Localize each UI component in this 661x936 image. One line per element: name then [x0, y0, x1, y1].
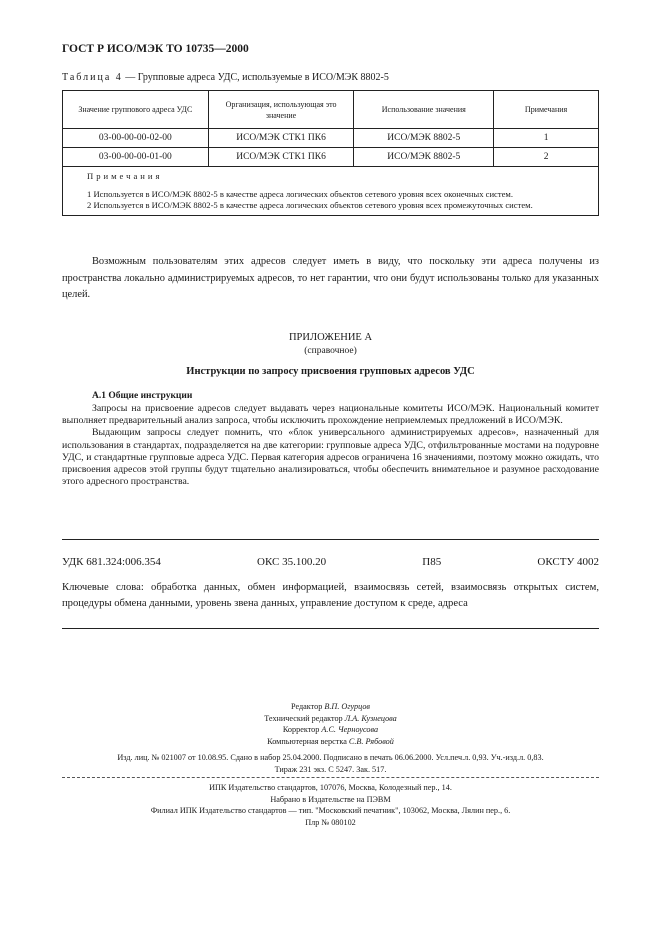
- table-cell: ИСО/МЭК 8802-5: [354, 129, 494, 148]
- publisher: ИПК Издательство стандартов, 107076, Москва, Колодезный пер., 14.: [209, 783, 452, 792]
- table-notes-row: [63, 167, 599, 216]
- credit-name: А.С. Черноусова: [321, 725, 379, 734]
- table-notes: [63, 167, 599, 216]
- table-caption-label: Таблица 4: [62, 72, 123, 83]
- appendix-paragraph: Запросы на присвоение адресов следует выдавать через национальные комитеты ИСО/МЭК. Национальный комитет выполняет предварительный анализ запроса, чтобы исключить прохождение неприемлемых предложений в ИСО/МЭК.: [62, 403, 599, 427]
- table-row: [63, 148, 599, 167]
- table-cell: 1: [494, 129, 599, 148]
- credits: [62, 701, 599, 747]
- dashed-divider: [62, 777, 599, 778]
- table-row: [63, 129, 599, 148]
- credit-label: Технический редактор: [264, 713, 345, 723]
- table-cell: ИСО/МЭК СТК1 ПК6: [208, 148, 354, 167]
- table-cell: ИСО/МЭК СТК1 ПК6: [208, 129, 354, 148]
- udk-code: УДК 681.324:006.354: [62, 556, 161, 568]
- column-header: Организация, использующая это значение: [208, 91, 354, 129]
- publisher-info: [62, 782, 599, 828]
- credit-layout: [62, 736, 599, 748]
- category-code: П85: [422, 556, 442, 568]
- okstu-code: ОКСТУ 4002: [537, 556, 599, 568]
- credit-corrector: [62, 724, 599, 736]
- table-cell: 03-00-00-00-02-00: [63, 129, 209, 148]
- appendix-heading: Инструкции по запросу присвоения групповых адресов УДС: [186, 366, 475, 377]
- note-item: 2 Используется в ИСО/МЭК 8802-5 в качестве адреса логических объектов сетевого уровня всех промежуточных систем.: [87, 200, 533, 210]
- credit-name: С.В. Рябовой: [348, 736, 394, 746]
- notes-heading: Примечания: [87, 171, 163, 181]
- table-caption-text: — Групповые адреса УДС, используемые в ИСО/МЭК 8802-5: [122, 72, 389, 83]
- credit-label: Редактор: [291, 702, 325, 711]
- oks-code: ОКС 35.100.20: [257, 556, 327, 568]
- table-cell: ИСО/МЭК 8802-5: [354, 148, 494, 167]
- table-cell: 03-00-00-00-01-00: [63, 148, 209, 167]
- column-header: Использование значения: [354, 91, 494, 129]
- classification-line: [62, 556, 599, 568]
- column-header: Примечания: [494, 91, 599, 129]
- keywords: Ключевые слова: обработка данных, обмен информацией, взаимосвязь сетей, взаимосвязь открытых систем, процедуры обмена данными, уровень звена данных, управление доступом к среде, адреса: [62, 582, 599, 609]
- table-caption: [62, 72, 389, 83]
- group-address-table: [62, 90, 599, 216]
- credit-name: Л.А. Кузнецова: [344, 713, 397, 723]
- section-title: А.1 Общие инструкции: [92, 391, 193, 401]
- column-header: Значение группового адреса УДС: [63, 91, 209, 129]
- credit-tech-editor: [62, 713, 599, 725]
- table-header-row: [63, 91, 599, 129]
- note-item: 1 Используется в ИСО/МЭК 8802-5 в качестве адреса логических объектов сетевого уровня всех оконечных систем.: [87, 188, 514, 199]
- document-header: ГОСТ Р ИСО/МЭК ТО 10735—2000: [62, 43, 249, 55]
- appendix-paragraph: Выдающим запросы следует помнить, что «блок универсального администрируемых адресов», назначенный для использования в стандартах, подразделяется на две категории: групповые адреса УДС, отфильтрованные мостами на подуровне УДС, и стандартные групповые адреса УДС. Первая категория адресов ограничена 16 значениями, поэтому можно ожидать, что присвоения адресов этой группы будут тщательно анализироваться, чтобы обеспечить внимательное и разумное расходование этого адресного пространства.: [62, 427, 599, 488]
- appendix-body: [62, 403, 599, 488]
- credit-label: Корректор: [282, 725, 322, 734]
- users-paragraph: Возможным пользователям этих адресов следует иметь в виду, что поскольку эти адреса получены из пространства локально администрируемых адресов, то нет гарантии, что они будут использованы только для указанных целей.: [62, 256, 599, 300]
- license-line: Изд. лиц. № 021007 от 10.08.95. Сдано в набор 25.04.2000. Подписано в печать 06.06.2000. Усл.печ.л. 0,93. Уч.-изд.л. 0,83.: [117, 753, 544, 762]
- table-cell: 2: [494, 148, 599, 167]
- print-run: Тираж 231 экз. С 5247. Зак. 517.: [274, 764, 387, 774]
- credit-editor: [62, 701, 599, 713]
- divider: [62, 628, 599, 629]
- plr: Плр № 080102: [305, 817, 356, 827]
- branch: Филиал ИПК Издательство стандартов — тип. "Московский печатник", 103062, Москва, Лялин пер., 6.: [150, 806, 511, 815]
- appendix-subtitle: (справочное): [304, 346, 357, 356]
- credit-label: Компьютерная верстка: [267, 736, 349, 746]
- print-info: [62, 752, 599, 775]
- appendix-title: ПРИЛОЖЕНИЕ А: [288, 332, 373, 343]
- typeset: Набрано в Издательстве на ПЭВМ: [270, 794, 391, 804]
- credit-name: В.П. Огурцов: [324, 702, 370, 711]
- divider: [62, 539, 599, 540]
